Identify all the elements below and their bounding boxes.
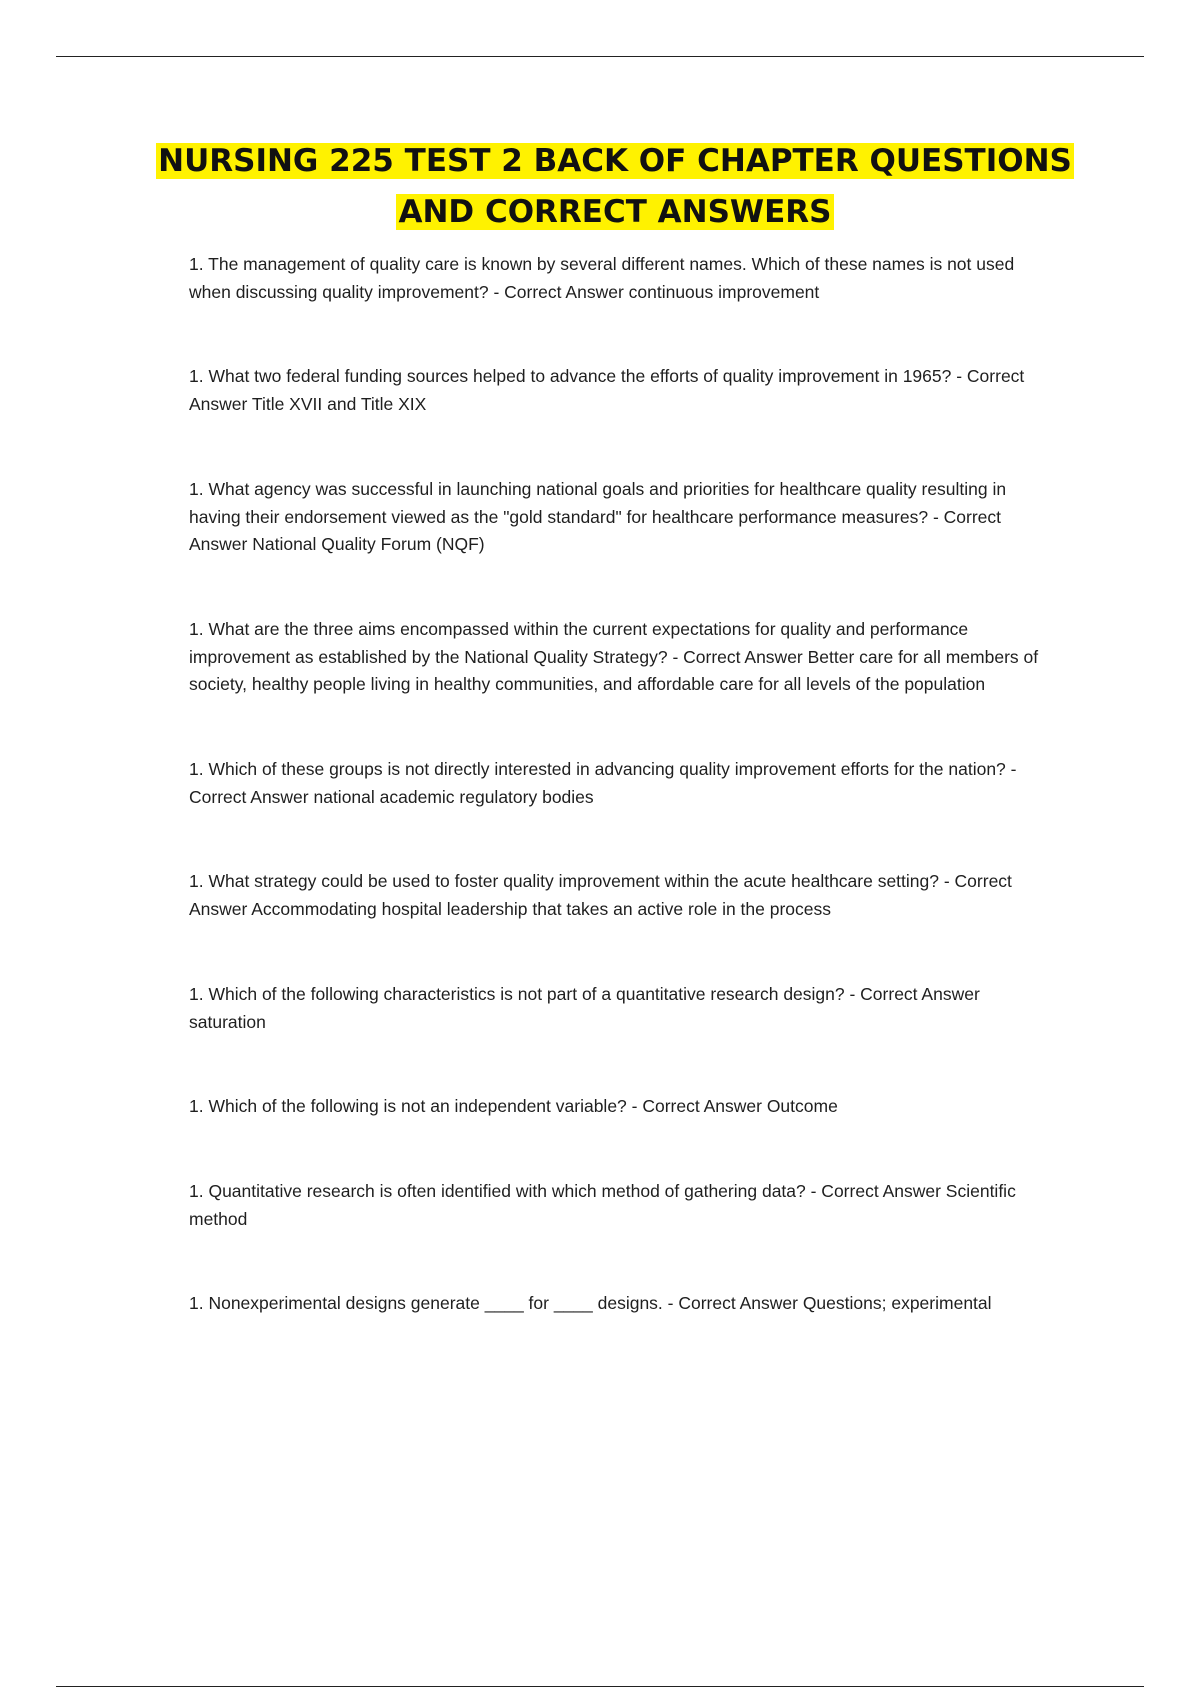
- question-item: 1. Which of the following characteristics is not part of a quantitative research design? - Correct Answer saturation: [189, 983, 980, 1032]
- question-list: [189, 251, 1049, 1375]
- question-item: 1. The management of quality care is known by several different names. Which of these names is not used when discussing quality improvement? - Correct Answer continuous improvement: [189, 254, 1015, 302]
- top-divider: [56, 56, 1144, 57]
- question-item: 1. What strategy could be used to foster quality improvement within the acute healthcare setting? - Correct Answer Accommodating hospital leadership that takes an active role in the process: [189, 871, 1012, 920]
- question-item: 1. What are the three aims encompassed within the current expectations for quality and performance improvement as established by the National Quality Strategy? - Correct Answer Better care for all members of society, healthy people living in healthy communities, and affordable care for all levels of the population: [189, 618, 1039, 695]
- question-item: 1. Nonexperimental designs generate ____ for ____ designs. - Correct Answer Questions; experimental: [189, 1293, 992, 1314]
- title-line-2: AND CORRECT ANSWERS: [398, 194, 832, 230]
- question-item: 1. Quantitative research is often identified with which method of gathering data? - Correct Answer Scientific method: [189, 1180, 1016, 1229]
- question-item: 1. Which of the following is not an independent variable? - Correct Answer Outcome: [189, 1096, 838, 1117]
- title-line-1: NURSING 225 TEST 2 BACK OF CHAPTER QUESTIONS: [158, 143, 1072, 179]
- bottom-divider: [56, 1686, 1144, 1687]
- question-item: 1. What two federal funding sources helped to advance the efforts of quality improvement in 1965? - Correct Answer Title XVII and Title XIX: [189, 366, 1025, 415]
- question-item: 1. Which of these groups is not directly interested in advancing quality improvement efforts for the nation? - Correct Answer national academic regulatory bodies: [189, 759, 1017, 807]
- document-title: [140, 136, 1090, 238]
- question-item: 1. What agency was successful in launching national goals and priorities for healthcare quality resulting in having their endorsement viewed as the "gold standard" for healthcare performance measures? - Correct Answer National Quality Forum (NQF): [189, 478, 1007, 555]
